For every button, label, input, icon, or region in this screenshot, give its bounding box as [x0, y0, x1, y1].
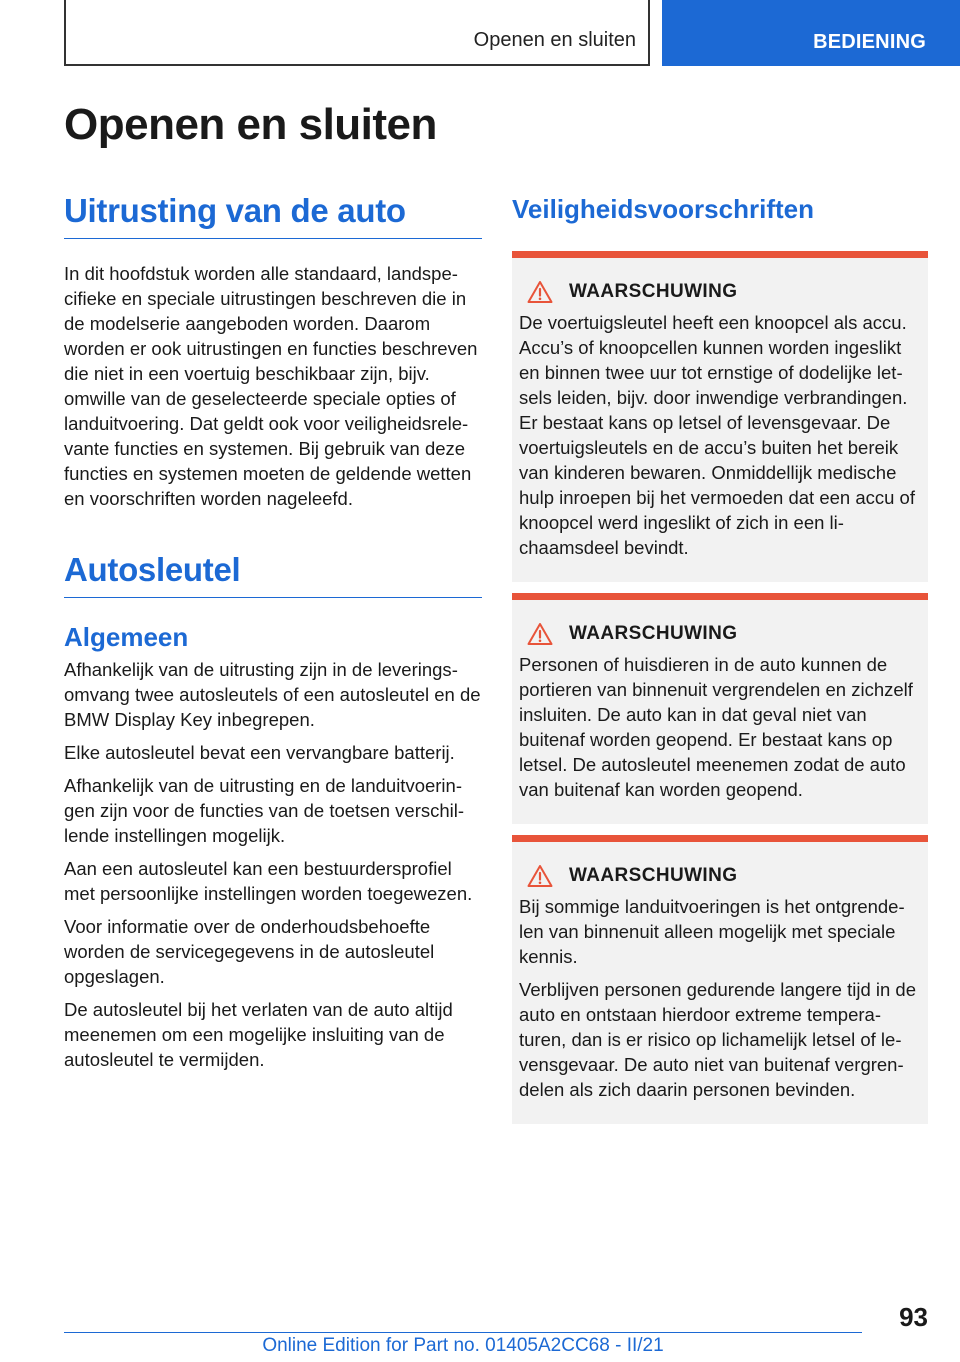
warning-text: Personen of huisdieren in de auto kunnen de portieren van binnenuit vergrendelen en zichzelf insluiten. De auto kan in dat geval niet van buitenaf worden geopend. Er bestaat kans op letsel. De autosleutel meenemen zodat de auto van buitenaf kan worden geopend.: [519, 654, 913, 800]
paragraph: Afhankelijk van de uitrusting zijn in de leveringsomvang twee autosleutels of een autosleutel en de BMW Display Key inbegrepen.: [64, 659, 481, 730]
warning-header: [519, 622, 921, 646]
header-chapter-title: BEDIENING: [813, 31, 926, 53]
header-section-title: Openen en sluiten: [473, 29, 636, 51]
paragraph: Elke autosleutel bevat een vervangbare batterij.: [64, 742, 455, 763]
page-title: Openen en sluiten: [64, 100, 437, 149]
paragraph: Aan een autosleutel kan een bestuurdersprofiel met persoonlijke instellingen worden toegewezen.: [64, 858, 473, 904]
header-section-box: [64, 0, 650, 66]
warning-text: Verblijven personen gedurende langere tijd in de auto en ontstaan hierdoor extreme temperaturen, dan is er risico op lichamelijk letsel of levensgevaar. De auto niet van buitenaf vergrendelen als zich daarin personen bevinden.: [519, 979, 917, 1100]
left-column: [64, 192, 482, 1080]
warning-text: Bij sommige landuitvoeringen is het ontgrendelen van binnenuit alleen mogelijk met speciale kennis.: [519, 896, 905, 967]
subsection-heading-general: Algemeen: [64, 622, 189, 652]
warnings-list: [512, 251, 928, 1124]
warning-header: [519, 864, 921, 888]
warning-label: WAARSCHUWING: [569, 281, 738, 302]
warning-label: WAARSCHUWING: [569, 865, 738, 886]
warning-label: WAARSCHUWING: [569, 623, 738, 644]
warning-box: [512, 251, 928, 582]
paragraph: Afhankelijk van de uitrusting en de landuitvoeringen zijn voor de functies van de toetsen verschillende instellingen mogelijk.: [64, 775, 465, 846]
right-column: [512, 192, 928, 1135]
warning-triangle-icon: [527, 864, 553, 888]
section-heading-car-key: Autosleutel: [64, 551, 482, 598]
footer-edition: Online Edition for Part no. 01405A2CC68 - II/21: [262, 1335, 664, 1356]
paragraph: Voor informatie over de onderhoudsbehoefte worden de servicegegevens in de autosleutel opgeslagen.: [64, 916, 435, 987]
paragraph: De autosleutel bij het verlaten van de auto altijd meenemen om een mogelijke insluiting van de autosleutel te vermijden.: [64, 999, 453, 1070]
paragraph: In dit hoofdstuk worden alle standaard, landspecifieke en speciale uitrustingen beschreven die in de modelserie aangeboden worden. Daarom worden er ook uitrustingen en functies beschreven die niet in een voertuig beschikbaar zijn, bijv. omwille van de geselecteerde speciale opties of landuitvoering. Dat geldt ook voor veiligheidsrelevante functies en systemen. Bij gebruik van deze functies en systemen moeten de geldende wetten en voorschriften worden nageleefd.: [64, 263, 478, 509]
subsection-general-body: [64, 657, 482, 1072]
page-number: 93: [899, 1302, 928, 1332]
footer-divider: [64, 1332, 862, 1333]
header-chapter-tab: [662, 0, 960, 66]
warning-box: [512, 835, 928, 1124]
warning-text: De voertuigsleutel heeft een knoopcel als accu. Accu’s of knoopcellen kunnen worden ingeslikt en binnen twee uur tot ernstige of dodelijke letsels leiden, bijv. door inwendige verbrandingen. Er bestaat kans op letsel of levensgevaar. De voertuigsleutels en de accu’s buiten het bereik van kinderen bewaren. Onmiddellijk medische hulp inroepen bij het vermoeden dat een accu of knoopcel werd ingeslikt of zich in een lichaamsdeel bevindt.: [519, 312, 915, 558]
section-heading-equipment: Uitrusting van de auto: [64, 192, 482, 239]
warning-triangle-icon: [527, 622, 553, 646]
section-heading-safety: Veiligheidsvoorschriften: [512, 194, 814, 224]
warning-header: [519, 280, 921, 304]
warning-triangle-icon: [527, 280, 553, 304]
section-equipment-body: [64, 261, 482, 511]
warning-box: [512, 593, 928, 824]
